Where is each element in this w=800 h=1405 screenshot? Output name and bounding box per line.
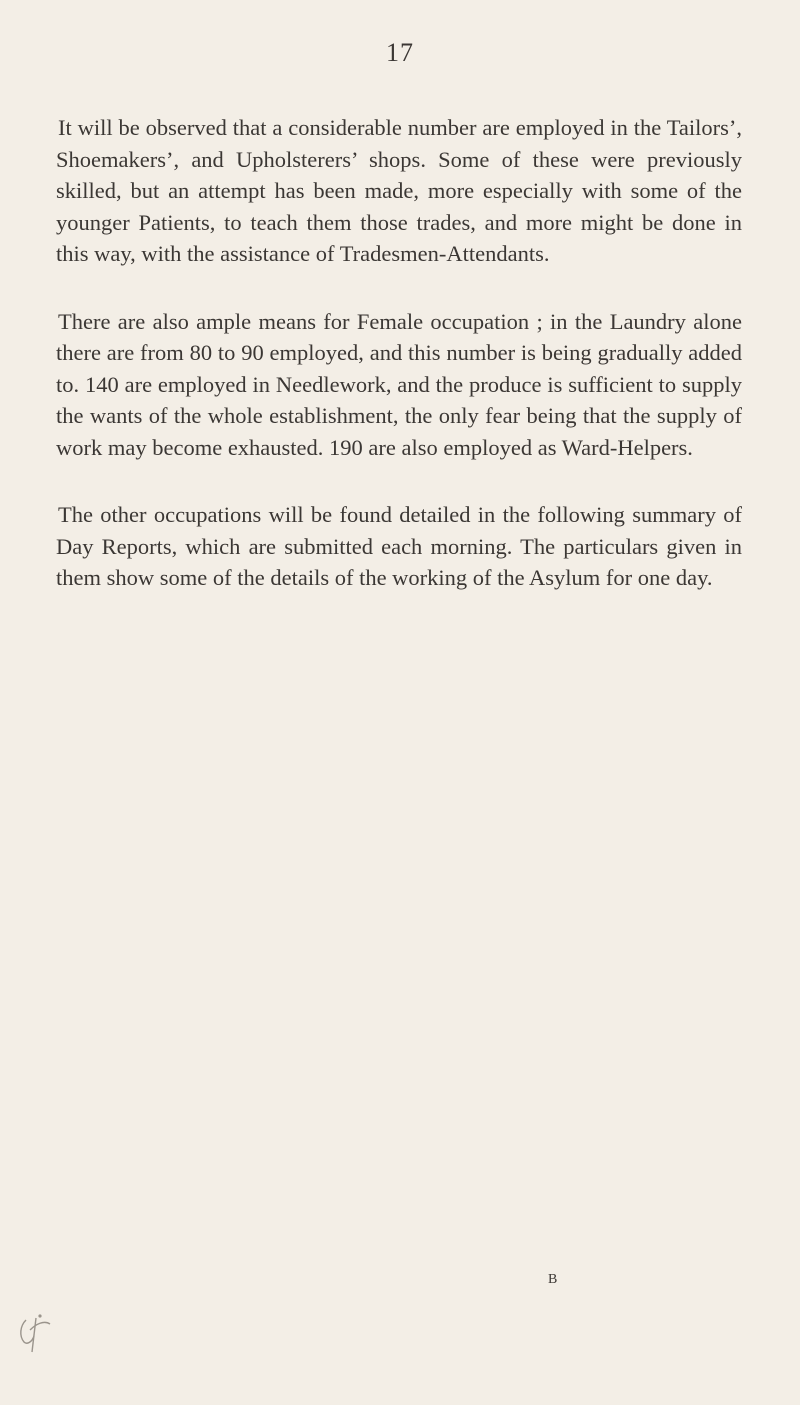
page-number: 17 — [386, 38, 414, 67]
paragraph-tailors: It will be observed that a considerable number are employed in the Tailors’, Shoemakers’, and Upholsterers’ shops. Some of these were previously skilled, but an attempt has been made, more especially with some of the younger Patients, to teach them those trades, and more might be done in this way, with the assistance of Tradesmen-Attendants. — [56, 115, 742, 266]
paragraph-female-occupation: There are also ample means for Female occupation ; in the Laundry alone there are from 80 to 90 employed, and this number is being gradually added to. 140 are employed in Needlework, and the produce is sufficient to supply the wants of the whole establishment, the only fear being that the supply of work may become exhausted. 190 are also employed as Ward-Helpers. — [56, 308, 742, 460]
pencil-mark-icon — [16, 1312, 60, 1354]
signature-mark: B — [548, 1272, 558, 1287]
body-text — [56, 112, 742, 630]
paragraph-day-reports: The other occupations will be found detailed in the following summary of Day Reports, which are submitted each morning. The particulars given in them show some of the details of the working of the Asylum for one day. — [56, 502, 742, 590]
